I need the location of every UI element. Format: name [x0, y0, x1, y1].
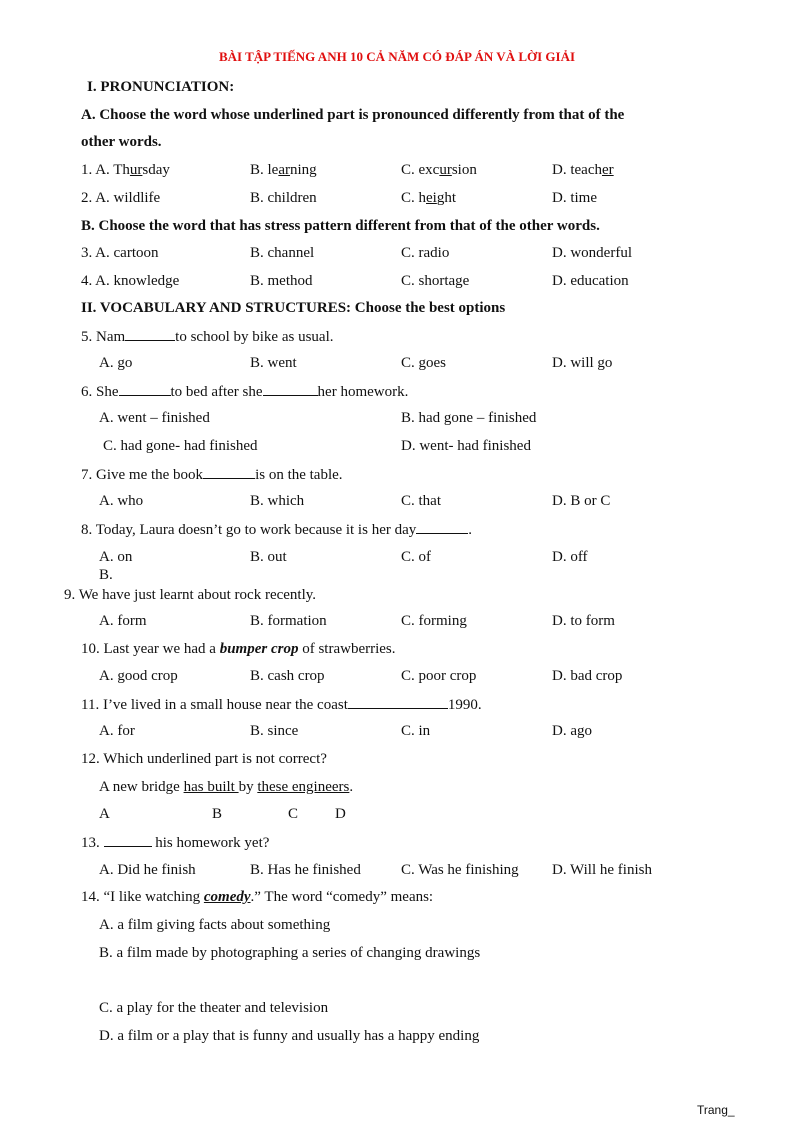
stray-label: B. [99, 567, 113, 583]
question-14-option-b[interactable]: B. a film made by photographing a series of changing drawings [99, 945, 481, 961]
text: 10. Last year we had a [81, 641, 220, 657]
text: 5. Nam [81, 329, 126, 345]
question-12-option-d[interactable]: D [335, 806, 346, 822]
text: ning [290, 162, 317, 178]
text: A new bridge [99, 779, 184, 795]
question-2-option-b[interactable]: B. children [250, 190, 317, 206]
question-11-stem [81, 695, 482, 714]
answer-blank[interactable] [203, 465, 255, 479]
text: C. exc [401, 162, 440, 178]
underlined-part: er [601, 162, 614, 178]
answer-blank[interactable] [125, 327, 175, 341]
text: his homework yet? [151, 835, 270, 851]
question-2-option-a[interactable] [81, 189, 160, 207]
question-11-option-c[interactable]: C. in [401, 723, 431, 739]
underlined-part: ei [426, 190, 437, 206]
question-13-stem [81, 833, 269, 852]
text: . [349, 779, 354, 795]
question-8-option-d[interactable]: D. off [552, 549, 588, 565]
answer-blank[interactable] [119, 382, 171, 396]
question-5-option-b[interactable]: B. went [250, 355, 297, 371]
text: 1990. [447, 697, 482, 713]
question-10-option-d[interactable]: D. bad crop [552, 668, 623, 684]
question-12-option-a[interactable]: A [99, 806, 110, 822]
emphasized-phrase: bumper crop [219, 641, 299, 657]
question-5-option-a[interactable]: A. go [99, 355, 133, 371]
part-a-instruction-cont: other words. [81, 134, 162, 150]
question-3-option-d[interactable]: D. wonderful [552, 245, 632, 261]
underlined-part: these engineers [257, 779, 350, 795]
text: to school by bike as usual. [175, 329, 334, 345]
answer-blank[interactable] [104, 833, 152, 847]
question-7-option-a[interactable]: A. who [99, 493, 144, 509]
text: 13. [81, 835, 104, 851]
question-12-stem: 12. Which underlined part is not correct? [81, 751, 327, 767]
underlined-part: has built [183, 779, 239, 795]
text: 6. She [81, 384, 119, 400]
question-13-option-c[interactable]: C. Was he finishing [401, 862, 519, 878]
text: A. wildlife [95, 190, 161, 206]
underlined-part: ur [129, 162, 143, 178]
text: 14. “I like watching [81, 889, 204, 905]
part-b-instruction: B. Choose the word that has stress pattern different from that of the other words. [81, 218, 600, 234]
question-11-option-d[interactable]: D. ago [552, 723, 592, 739]
text: 11. I’ve lived in a small house near the coast [81, 697, 348, 713]
question-12-option-c[interactable]: C [288, 806, 299, 822]
text: of strawberries. [298, 641, 396, 657]
text: to bed after she [170, 384, 263, 400]
question-5-stem [81, 327, 334, 346]
question-5-option-c[interactable]: C. goes [401, 355, 446, 371]
section-vocabulary-title: II. VOCABULARY AND STRUCTURES: Choose the best options [81, 300, 506, 316]
text: sion [451, 162, 477, 178]
question-4-option-b[interactable]: B. method [250, 273, 313, 289]
question-4-option-c[interactable]: C. shortage [401, 273, 470, 289]
question-14-option-a[interactable]: A. a film giving facts about something [99, 917, 331, 933]
question-9-option-b[interactable]: B. formation [250, 613, 327, 629]
question-3-option-a[interactable]: 3. A. cartoon [81, 245, 159, 261]
document-title: BÀI TẬP TIẾNG ANH 10 CẢ NĂM CÓ ĐÁP ÁN VÀ LỜI GIẢI [218, 49, 576, 64]
question-7-option-c[interactable]: C. that [401, 493, 441, 509]
text: C. h [401, 190, 427, 206]
part-a-instruction: A. Choose the word whose underlined part is pronounced differently from that of the [81, 107, 625, 123]
question-10-option-b[interactable]: B. cash crop [250, 668, 325, 684]
question-6-stem [81, 382, 408, 401]
question-number: 1. [81, 162, 96, 178]
question-8-stem [81, 520, 472, 539]
question-6-option-d[interactable]: D. went- had finished [401, 438, 531, 454]
question-3-option-c[interactable]: C. radio [401, 245, 450, 261]
question-14-option-c[interactable]: C. a play for the theater and television [99, 1000, 329, 1016]
text: sday [142, 162, 170, 178]
text: .” The word “comedy” means: [250, 889, 434, 905]
question-2-option-c[interactable] [401, 189, 456, 207]
text: B. le [250, 162, 279, 178]
question-14-option-d[interactable]: D. a film or a play that is funny and usually has a happy ending [99, 1028, 480, 1044]
question-9-option-a[interactable]: A. form [99, 613, 147, 629]
question-11-option-b[interactable]: B. since [250, 723, 299, 739]
text: A. Th [95, 162, 130, 178]
question-9-option-d[interactable]: D. to form [552, 613, 615, 629]
text: . [468, 522, 473, 538]
question-1-option-d[interactable] [552, 161, 614, 179]
question-11-option-a[interactable]: A. for [99, 723, 135, 739]
question-7-option-b[interactable]: B. which [250, 493, 305, 509]
question-14-stem [81, 888, 433, 906]
text: by [238, 779, 258, 795]
page-footer: Trang_ [697, 1103, 735, 1117]
question-7-option-d[interactable]: D. B or C [552, 493, 611, 509]
section-pronunciation-title: I. PRONUNCIATION: [87, 79, 235, 95]
text: her homework. [317, 384, 409, 400]
question-13-option-b[interactable]: B. Has he finished [250, 862, 361, 878]
question-2-option-d[interactable]: D. time [552, 190, 597, 206]
answer-blank[interactable] [263, 382, 318, 396]
underlined-part: ar [278, 162, 290, 178]
text: 8. Today, Laura doesn’t go to work because it is her day [81, 522, 417, 538]
question-1-option-c[interactable] [401, 161, 477, 179]
question-12-option-b[interactable]: B [212, 806, 223, 822]
question-10-option-a[interactable]: A. good crop [99, 668, 178, 684]
text: is on the table. [255, 467, 343, 483]
question-10-option-c[interactable]: C. poor crop [401, 668, 477, 684]
question-6-option-c[interactable]: C. had gone- had finished [103, 438, 258, 454]
answer-blank[interactable] [416, 520, 468, 534]
question-13-option-d[interactable]: D. Will he finish [552, 862, 652, 878]
question-10-stem [81, 640, 396, 658]
question-8-option-a[interactable]: A. on [99, 549, 133, 565]
question-13-option-a[interactable]: A. Did he finish [99, 862, 196, 878]
question-8-option-c[interactable]: C. of [401, 549, 431, 565]
question-9-stem: 9. We have just learnt about rock recently. [64, 587, 317, 603]
text: 7. Give me the book [81, 467, 204, 483]
question-6-option-a[interactable]: A. went – finished [99, 410, 210, 426]
question-5-option-d[interactable]: D. will go [552, 355, 613, 371]
question-8-option-b[interactable]: B. out [250, 549, 287, 565]
question-1-option-a[interactable] [81, 161, 170, 179]
question-9-option-c[interactable]: C. forming [401, 613, 467, 629]
answer-blank[interactable] [348, 695, 448, 709]
question-7-stem [81, 465, 343, 484]
question-1-option-b[interactable] [250, 161, 317, 179]
question-6-option-b[interactable]: B. had gone – finished [401, 410, 537, 426]
text: ght [436, 190, 457, 206]
text: D. teach [552, 162, 602, 178]
question-12-sentence [99, 778, 353, 796]
question-3-option-b[interactable]: B. channel [250, 245, 315, 261]
question-4-option-a[interactable]: 4. A. knowledge [81, 273, 180, 289]
question-4-option-d[interactable]: D. education [552, 273, 629, 289]
emphasized-word: comedy [203, 889, 251, 905]
question-number: 2. [81, 190, 96, 206]
underlined-part: ur [439, 162, 452, 178]
